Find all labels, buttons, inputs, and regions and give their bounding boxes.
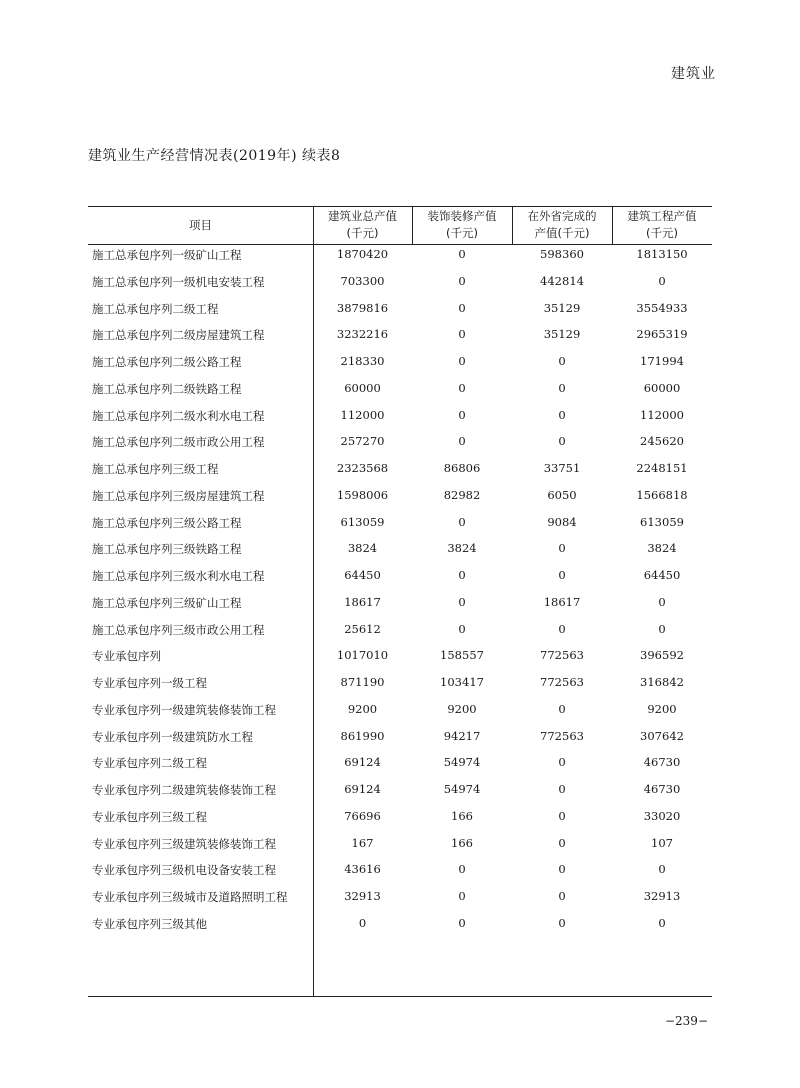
row-value: 6050 (547, 487, 577, 502)
table-row (88, 779, 712, 806)
row-value: 158557 (440, 648, 484, 663)
row-value: 0 (558, 434, 566, 449)
table-row (88, 351, 712, 378)
row-value: 598360 (540, 247, 584, 261)
row-item-label: 施工总承包序列二级市政公用工程 (92, 435, 265, 450)
row-value: 35129 (543, 300, 581, 315)
row-value: 33020 (643, 808, 681, 823)
row-value: 64450 (344, 568, 381, 582)
header-line: 装饰装修产值 (427, 209, 497, 223)
row-value: 1017010 (336, 648, 389, 663)
table-row (88, 726, 712, 753)
row-value: 0 (458, 594, 466, 609)
row-value: 316842 (640, 675, 684, 689)
row-value: 0 (558, 380, 566, 395)
header-col-total-output (313, 206, 412, 244)
row-item-label: 施工总承包序列三级公路工程 (92, 515, 242, 530)
row-value: 69124 (344, 755, 381, 770)
row-item-label: 施工总承包序列一级矿山工程 (92, 248, 242, 262)
table-row (88, 672, 712, 699)
row-value: 245620 (640, 434, 684, 449)
row-item-label: 施工总承包序列三级房屋建筑工程 (92, 488, 265, 503)
row-item-label: 专业承包序列 (92, 649, 161, 664)
row-value: 9084 (547, 514, 577, 529)
header-col-construction-output (612, 206, 712, 244)
table-row (88, 378, 712, 405)
row-value: 772563 (540, 648, 584, 663)
row-value: 1566818 (636, 487, 688, 502)
table-body (88, 244, 712, 940)
row-value: 46730 (643, 782, 681, 796)
row-value: 0 (558, 915, 566, 930)
table-row (88, 244, 712, 271)
table-row (88, 592, 712, 619)
row-value: 64450 (643, 568, 681, 582)
row-item-label: 施工总承包序列三级矿山工程 (92, 595, 242, 610)
row-item-label: 专业承包序列三级其他 (92, 916, 207, 931)
table-row (88, 431, 712, 458)
row-value: 0 (658, 621, 666, 636)
row-value: 46730 (643, 755, 681, 770)
row-value: 103417 (440, 675, 484, 689)
row-value: 86806 (443, 461, 481, 475)
header-unit: (千元) (646, 226, 678, 240)
row-item-label: 施工总承包序列一级机电安装工程 (92, 274, 265, 289)
header-stub (88, 206, 313, 244)
row-item-label: 专业承包序列一级工程 (92, 676, 207, 690)
row-value: 0 (458, 327, 466, 342)
row-value: 0 (458, 889, 466, 903)
table-row (88, 512, 712, 539)
row-item-label: 施工总承包序列三级工程 (92, 462, 219, 476)
row-value: 2323568 (336, 461, 389, 475)
row-value: 1870420 (336, 247, 389, 261)
table-row (88, 886, 712, 913)
row-value: 218330 (340, 354, 385, 368)
row-value: 18617 (344, 594, 381, 609)
row-value: 3824 (347, 541, 378, 556)
header-line: 建筑业总产值 (328, 209, 397, 223)
row-value: 60000 (643, 380, 681, 395)
table-row (88, 485, 712, 512)
row-value: 9200 (647, 701, 677, 716)
row-value: 35129 (543, 327, 581, 342)
row-value: 0 (558, 701, 566, 716)
row-item-label: 施工总承包序列三级铁路工程 (92, 542, 242, 557)
row-value: 0 (558, 755, 566, 770)
row-value: 1598006 (336, 487, 389, 502)
row-value: 0 (658, 594, 666, 609)
row-value: 0 (358, 915, 367, 930)
table-row (88, 806, 712, 833)
row-item-label: 专业承包序列三级建筑装修装饰工程 (92, 836, 276, 851)
row-item-label: 专业承包序列三级机电设备安装工程 (92, 863, 276, 878)
row-value: 0 (558, 808, 566, 823)
row-value: 703300 (340, 273, 385, 288)
row-value: 0 (458, 862, 466, 877)
row-value: 0 (458, 568, 466, 582)
row-value: 0 (658, 862, 666, 877)
header-stub-label: 项目 (189, 217, 212, 232)
row-item-label: 施工总承包序列二级公路工程 (92, 355, 242, 369)
row-value: 0 (458, 273, 466, 288)
row-value: 613059 (340, 514, 385, 529)
row-item-label: 专业承包序列一级建筑防水工程 (92, 729, 253, 744)
row-item-label: 专业承包序列二级建筑装修装饰工程 (92, 783, 276, 797)
row-value: 0 (558, 621, 566, 636)
row-item-label: 专业承包序列三级工程 (92, 809, 207, 824)
row-item-label: 专业承包序列一级建筑装修装饰工程 (92, 702, 276, 717)
header-col-out-of-province-output (512, 206, 612, 244)
table-row (88, 538, 712, 565)
row-value: 0 (658, 915, 666, 930)
row-value: 0 (458, 434, 466, 449)
table-row (88, 619, 712, 646)
row-value: 1813150 (636, 247, 688, 261)
row-value: 2248151 (636, 461, 688, 475)
row-value: 0 (658, 273, 666, 288)
row-value: 32913 (344, 889, 381, 903)
row-value: 9200 (347, 701, 378, 716)
row-value: 167 (351, 835, 374, 850)
row-value: 82982 (443, 487, 481, 502)
row-value: 166 (451, 808, 473, 823)
row-value: 0 (558, 835, 566, 850)
row-value: 76696 (344, 808, 381, 823)
row-value: 112000 (640, 407, 684, 422)
row-value: 69124 (344, 782, 381, 796)
row-value: 60000 (344, 380, 381, 395)
row-item-label: 施工总承包序列三级市政公用工程 (92, 622, 265, 637)
row-value: 0 (558, 862, 566, 877)
table-row (88, 405, 712, 432)
row-value: 0 (458, 621, 466, 636)
header-col-decoration-output (412, 206, 512, 244)
row-value: 396592 (640, 648, 684, 663)
row-value: 2965319 (636, 327, 688, 342)
row-value: 772563 (540, 728, 584, 743)
row-value: 171994 (640, 354, 684, 368)
running-head: 建筑业 (671, 66, 716, 82)
row-value: 112000 (340, 407, 385, 422)
row-value: 3554933 (636, 300, 688, 315)
table-row (88, 752, 712, 779)
row-value: 0 (558, 354, 566, 368)
table-caption: 建筑业生产经营情况表(2019年) 续表8 (88, 148, 341, 164)
row-value: 772563 (540, 675, 584, 689)
header-unit: 产值(千元) (534, 226, 590, 240)
row-value: 0 (458, 380, 466, 395)
row-item-label: 施工总承包序列二级铁路工程 (92, 381, 242, 396)
table-row (88, 699, 712, 726)
row-value: 0 (458, 514, 466, 529)
row-value: 871190 (340, 675, 385, 689)
table-bottom-rule (88, 996, 712, 997)
row-value: 0 (458, 300, 466, 315)
row-value: 43616 (344, 862, 381, 877)
header-unit: (千元) (446, 226, 478, 240)
data-table (88, 206, 712, 997)
table-row (88, 271, 712, 298)
row-value: 54974 (443, 782, 481, 796)
row-item-label: 施工总承包序列二级工程 (92, 301, 219, 316)
header-unit: (千元) (346, 226, 379, 240)
row-value: 0 (558, 782, 566, 796)
row-item-label: 专业承包序列三级城市及道路照明工程 (92, 890, 288, 904)
row-item-label: 施工总承包序列二级房屋建筑工程 (92, 328, 265, 343)
table-row (88, 324, 712, 351)
row-value: 107 (651, 835, 673, 850)
table-row (88, 645, 712, 672)
row-value: 0 (558, 568, 566, 582)
table-row (88, 833, 712, 860)
row-value: 0 (458, 407, 466, 422)
row-value: 613059 (640, 514, 684, 529)
table-row (88, 298, 712, 325)
row-value: 0 (558, 541, 566, 556)
row-value: 257270 (340, 434, 385, 449)
row-item-label: 施工总承包序列三级水利水电工程 (92, 569, 265, 583)
row-value: 33751 (543, 461, 581, 475)
page-number: −239− (664, 1014, 708, 1028)
table-row (88, 859, 712, 886)
row-value: 861990 (340, 728, 385, 743)
row-value: 54974 (443, 755, 481, 770)
header-line: 在外省完成的 (527, 209, 597, 223)
row-value: 25612 (344, 621, 381, 636)
row-value: 442814 (540, 273, 584, 288)
row-value: 3824 (647, 541, 677, 556)
header-line: 建筑工程产值 (627, 209, 697, 223)
table-row (88, 458, 712, 485)
row-value: 3232216 (336, 327, 389, 342)
table-row (88, 565, 712, 592)
row-value: 3824 (447, 541, 477, 556)
row-item-label: 施工总承包序列二级水利水电工程 (92, 408, 265, 423)
row-value: 0 (458, 247, 466, 261)
row-item-label: 专业承包序列二级工程 (92, 756, 207, 771)
row-value: 0 (458, 915, 466, 930)
row-value: 307642 (640, 728, 684, 743)
row-value: 9200 (447, 701, 477, 716)
row-value: 32913 (643, 889, 681, 903)
row-value: 0 (558, 889, 566, 903)
row-value: 0 (558, 407, 566, 422)
row-value: 166 (451, 835, 473, 850)
row-value: 94217 (443, 728, 481, 743)
row-value: 18617 (543, 594, 581, 609)
row-value: 3879816 (336, 300, 389, 315)
table-row (88, 913, 712, 940)
row-value: 0 (458, 354, 466, 368)
